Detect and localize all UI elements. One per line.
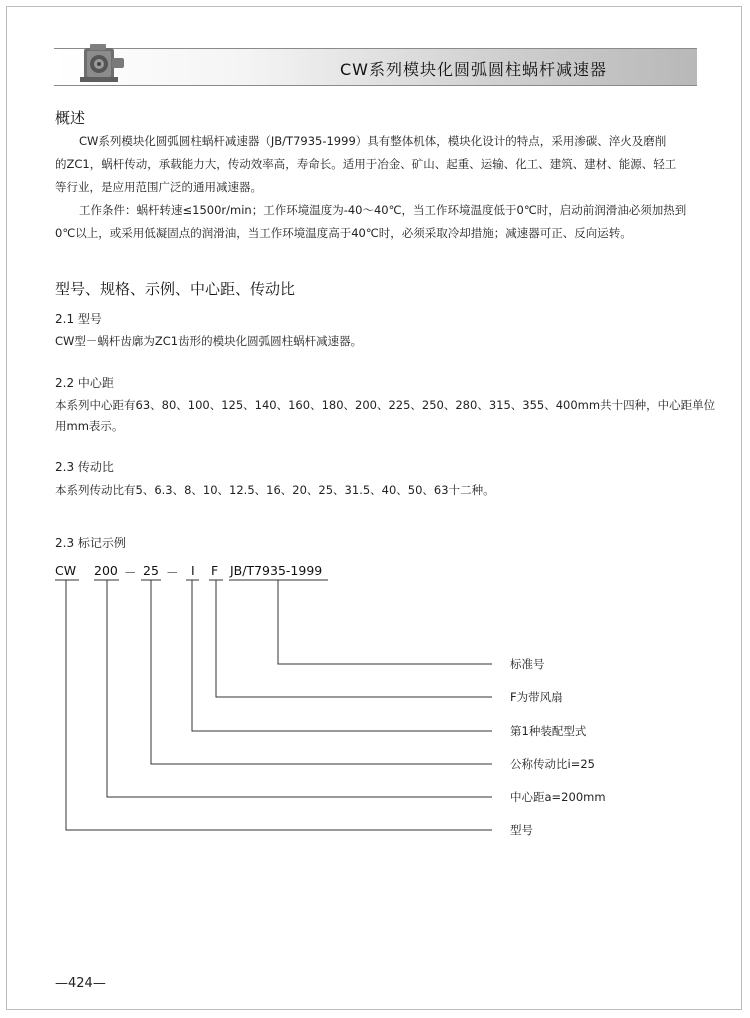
overview-title: 概述 [55,109,86,127]
legend-distance: 中心距a=200mm [510,790,606,804]
marking-title: 2.3 标记示例 [55,536,126,550]
code-dash-2: － [166,565,179,580]
code-cw: CW [55,563,77,578]
overview-p2-line2: 0℃以上，或采用低凝固点的润滑油，当工作环境温度高于40℃时，必须采取冷却措施；减速器可正、反向运转。 [55,226,632,240]
leader-standard [278,580,492,664]
legend-model: 型号 [510,823,533,837]
ratio-title: 2.3 传动比 [55,460,114,474]
overview-p1-line2: 的ZC1，蜗杆传动，承载能力大，传动效率高，寿命长。适用于冶金、矿山、起重、运输、化工、建筑、建材、能源、轻工 [55,157,677,171]
code-ratio: 25 [143,563,159,578]
ratio-text: 本系列传动比有5、6.3、8、10、12.5、16、20、25、31.5、40、50、63十二种。 [55,483,495,497]
page-number: —424— [55,976,106,991]
code-dash-1: － [124,565,137,580]
model-title: 2.1 型号 [55,312,102,326]
legend-assembly: 第1种装配型式 [510,724,587,738]
legend-ratio: 公称传动比i=25 [510,757,595,771]
leader-ratio [151,580,492,764]
overview-p1-line3: 等行业，是应用范围广泛的通用减速器。 [55,180,262,194]
leader-fan [216,580,492,697]
code-standard: JB/T7935-1999 [230,563,323,578]
leader-model [66,580,492,830]
center-distance-title: 2.2 中心距 [55,376,114,390]
code-assembly: I [191,563,195,578]
center-distance-line1: 本系列中心距有63、80、100、125、140、160、180、200、225、250、280、315、355、400mm共十四种，中心距单位 [55,398,716,412]
leader-assembly [192,580,492,731]
overview-p2-line1: 工作条件：蜗杆转速≤1500r/min；工作环境温度为-40～40℃，当工作环境温度低于0℃时，启动前润滑油必须加热到 [79,203,687,217]
overview-p1-line1: CW系列模块化圆弧圆柱蜗杆减速器（JB/T7935-1999）具有整体机体，模块化设计的特点，采用渗碳、淬火及磨削 [79,134,667,148]
legend-standard: 标准号 [510,657,545,671]
code-fan: F [211,563,219,578]
center-distance-line2: 用mm表示。 [55,419,124,433]
legend-fan: F为带风扇 [510,690,563,704]
header-title: CW系列模块化圆弧圆柱蜗杆减速器 [340,60,607,79]
model-text: CW型－蜗杆齿廓为ZC1齿形的模块化圆弧圆柱蜗杆减速器。 [55,334,363,348]
code-distance: 200 [94,563,118,578]
specs-title: 型号、规格、示例、中心距、传动比 [55,280,296,298]
